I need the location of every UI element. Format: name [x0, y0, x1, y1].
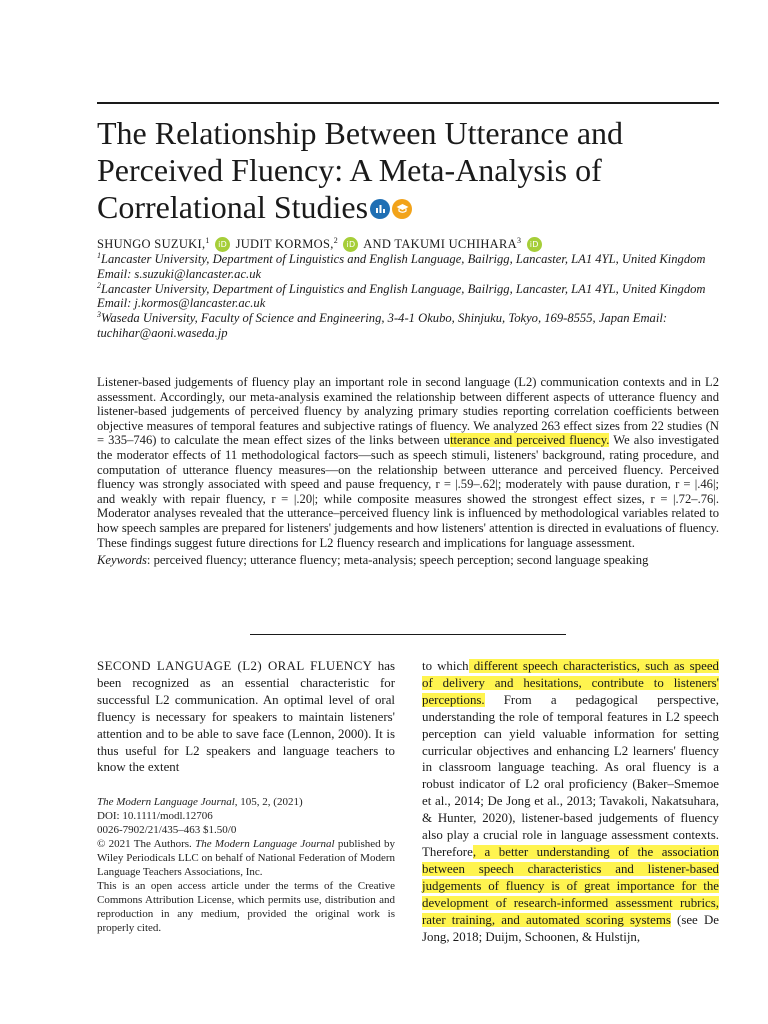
body-text: From a pedagogical perspective, understanding the role of temporal features in L2 speech perception can yield valuable information for setting curricular objectives and enhancing L2 learners' fluency in classroom language teaching. As oral fluency is a robust indicator of L2 oral proficiency (Baker–Smemoe et al., 2014; De Jong et al., 2013; Tavakoli, Nakatsuhara, & Hunter, 2020), listener-based judgements of fluency also play a crucial role in language assessment contexts. Therefore — [422, 692, 719, 859]
affiliation-text: Lancaster University, Department of Linguistics and English Language, Bailrigg, Lancaster, LA1 4YL, United Kingdom Email: s.suzuki@lancaster.ac.uk — [97, 252, 706, 281]
license-notice: This is an open access article under the terms of the Creative Commons Attribution License, which permits use, distribution and reproduction in any medium, provided the original work is properly cited. — [97, 880, 395, 934]
author-line — [97, 235, 717, 253]
issn-text: 0026-7902/21/435–463 $1.50/0 — [97, 824, 237, 836]
author-name: JUDIT KORMOS, — [235, 237, 334, 251]
journal-name: The Modern Language Journal — [195, 838, 335, 850]
article-title — [97, 115, 717, 226]
copyright-notice — [97, 837, 395, 879]
open-science-badges — [370, 199, 412, 219]
body-text: has been recognized as an essential characteristic for successful L2 communication. An optimal level of oral fluency is necessary for speakers to maintain listeners' attention and to be able to save face (Lennon, 2000). It is thus useful for L2 speakers and language teachers to know the extent — [97, 659, 395, 775]
affiliations — [97, 252, 719, 341]
orcid-icon[interactable]: iD — [343, 237, 358, 252]
body-paragraph — [97, 658, 395, 776]
keywords-text: : perceived fluency; utterance fluency; meta-analysis; speech perception; second language speaking — [146, 553, 649, 568]
affiliation-marker: 2 — [97, 280, 101, 290]
abstract-paragraph — [97, 375, 719, 550]
doi-link[interactable]: DOI: 10.1111/modl.12706 — [97, 810, 213, 822]
affiliation-text: Waseda University, Faculty of Science and Engineering, 3-4-1 Okubo, Shinjuku, Tokyo, 169-8555, Japan Email: tuchihar@aoni.waseda.jp — [97, 311, 668, 340]
copyright-text: published by Wiley Periodicals LLC on behalf of National Federation of Modern Language Teachers Associations, Inc. — [97, 838, 395, 878]
keywords — [97, 553, 719, 568]
copyright-text: © 2021 The Authors. — [97, 838, 196, 850]
body-column-left — [97, 658, 395, 776]
author-name: SHUNGO SUZUKI, — [97, 237, 206, 251]
affiliation-marker: 3 — [97, 310, 101, 319]
publication-footnote — [97, 795, 395, 935]
affiliation-marker: 1 — [205, 235, 210, 245]
orcid-icon[interactable]: iD — [215, 237, 230, 252]
affiliation-marker: 3 — [516, 235, 522, 245]
bar-chart-icon — [375, 203, 386, 214]
affiliation-item — [97, 252, 719, 282]
body-text: (see De Jong, 2018; Duijm, Schoonen, & Hulstijn, — [422, 912, 719, 944]
journal-name: The Modern Language Journal — [97, 796, 235, 808]
highlighted-text: , a better understanding of the association between speech characteristics and listener-based judgements of fluency is of great importance for the development of research-informed assessment rubrics, rater training, and automated scoring systems — [422, 844, 719, 927]
affiliation-item — [97, 282, 719, 312]
open-materials-badge[interactable] — [392, 199, 412, 219]
body-column-right — [422, 658, 719, 945]
abstract-text: Listener-based judgements of fluency play an important role in second language (L2) communication contexts and in L2 assessment. Accordingly, our meta-analysis examined the relationship between different aspects of utterance fluency and listener-based judgements of perceived fluency by analyzing primary studies reporting correlation coefficients between objective measures of temporal features and subjective ratings of fluency. We analyzed 263 effect sizes from 22 studies (N = 335–746) to calculate the mean effect sizes of the links between u — [97, 375, 719, 448]
lead-in-text: SECOND LANGUAGE (L2) ORAL FLUENCY — [97, 659, 373, 673]
body-text: to which — [422, 659, 469, 673]
abstract — [97, 375, 719, 568]
body-paragraph — [422, 658, 719, 945]
open-data-badge[interactable] — [370, 199, 390, 219]
affiliation-marker: 1 — [97, 250, 101, 260]
affiliation-text: Lancaster University, Department of Linguistics and English Language, Bailrigg, Lancaster, LA1 4YL, United Kingdom Email: j.kormos@lancaster.ac.uk — [97, 281, 706, 311]
keywords-label: Keywords — [97, 553, 147, 568]
title-text: The Relationship Between Utterance and Perceived Fluency: A Meta-Analysis of Correlational Studies — [97, 115, 624, 225]
citation-text: , 105, 2, (2021) — [234, 796, 303, 808]
author-name: AND TAKUMI UCHIHARA — [363, 237, 517, 251]
highlighted-text: tterance and perceived fluency. — [450, 433, 610, 448]
abstract-text: We also investigated the moderator effects of 11 methodological factors—such as speech stimuli, listeners' background, rating procedure, and computation of utterance fluency measures—on the relationship between utterance and perceived fluency. Perceived fluency was strongly associated with speed and pause frequency, r = |.59–.62|; moderately with pause duration, r = |.46|; and weakly with repair fluency, r = |.20|; while composite measures showed the strongest effect sizes, r = |.72–.76|. Moderator analyses revealed that the utterance–perceived fluency link is influenced by methodological variables related to how speech samples are prepared for listeners' judgements and how listeners' attention is directed in evaluations of fluency. These findings suggest future directions for L2 fluency research and implications for language assessment. — [97, 433, 719, 550]
highlighted-text: different speech characteristics, such as speed of delivery and hesitations, contribute to listeners' perceptions. — [422, 659, 719, 707]
orcid-icon[interactable]: iD — [527, 237, 542, 252]
affiliation-item — [97, 311, 719, 341]
mortarboard-icon — [396, 203, 409, 214]
top-rule — [97, 102, 719, 104]
section-divider — [250, 634, 566, 635]
journal-citation — [97, 795, 395, 809]
affiliation-marker: 2 — [333, 235, 339, 245]
